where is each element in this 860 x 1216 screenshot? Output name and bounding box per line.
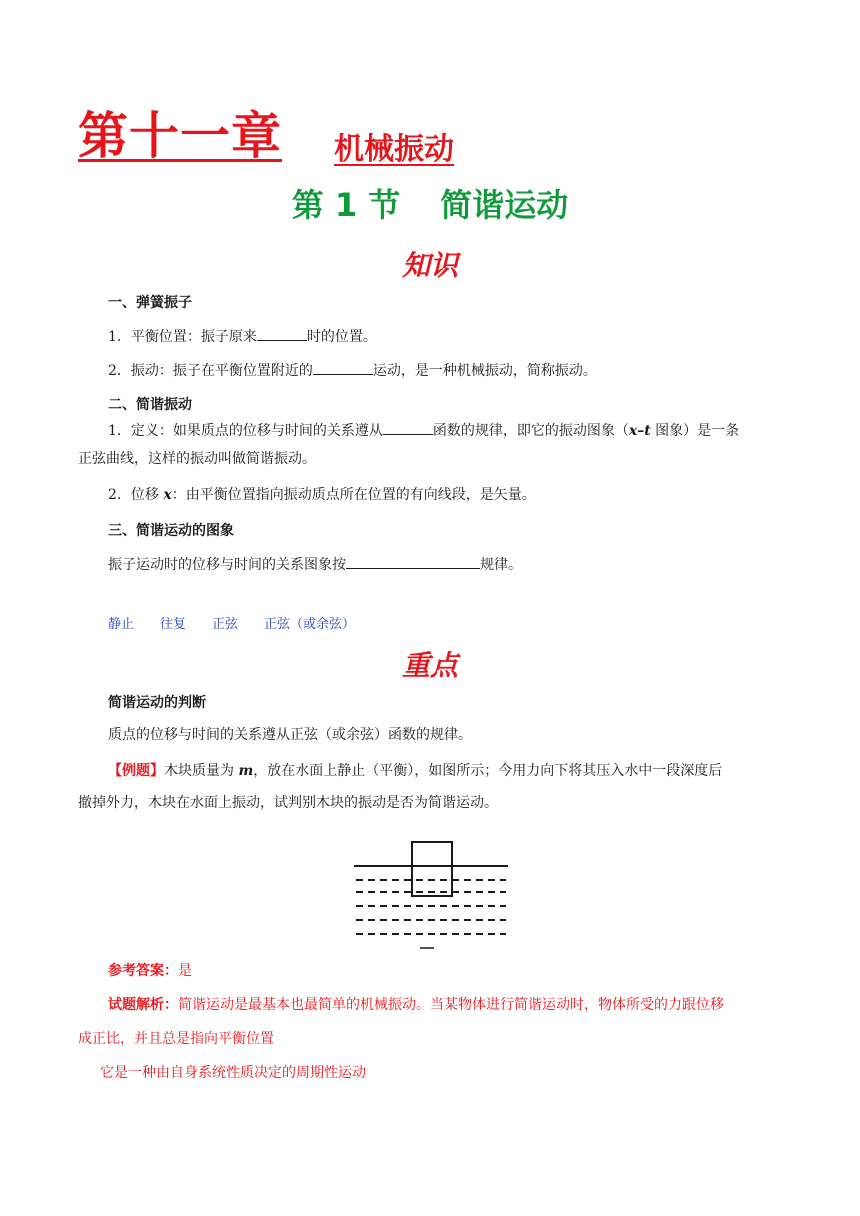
- answer-key: [108, 613, 381, 632]
- answer-2: 往复: [160, 617, 187, 632]
- analysis-line2: 成正比，并且总是指向平衡位置: [78, 1031, 274, 1047]
- example-tag: 【例题】: [108, 763, 164, 779]
- chapter-name: 机械振动: [334, 132, 454, 167]
- k1-item1-text-a: 1．平衡位置：振子原来: [108, 329, 257, 345]
- k2-item1-line2: 正弦曲线，这样的振动叫做简谐振动。: [78, 451, 316, 467]
- k2-item1-text-b: 函数的规律，即它的振动图象（: [432, 423, 629, 439]
- k1-item1: [108, 326, 377, 346]
- k2-item1-text-c: 图象）是一条: [650, 423, 740, 439]
- wood-block: [412, 842, 452, 896]
- chapter-heading: [78, 108, 454, 168]
- k1-item2-text-a: 2．振动：振子在平衡位置附近的: [108, 363, 313, 379]
- answer-4: 正弦（或余弦）: [264, 617, 356, 632]
- blank-4: [346, 554, 480, 569]
- section-title: [0, 180, 860, 226]
- k2-item1-text-a: 1．定义：如果质点的位移与时间的关系遵从: [108, 423, 383, 439]
- k2-item2-text-b: ：由平衡位置指向振动质点所在位置的有向线段，是矢量。: [171, 487, 536, 503]
- knowledge-banner: 知识: [401, 249, 458, 282]
- section-name: 简谐运动: [440, 186, 569, 224]
- answer-label: 参考答案：: [108, 963, 178, 979]
- k1-item2: [108, 360, 597, 380]
- reference-answer: [108, 962, 192, 980]
- analysis-line1: [108, 996, 724, 1014]
- blank-2: [313, 360, 373, 375]
- k2-item2-text-a: 2．位移: [108, 487, 164, 503]
- answer-3: 正弦: [212, 617, 239, 632]
- example-text-a: 木块质量为: [164, 763, 239, 779]
- k2-item1: [108, 420, 739, 440]
- answer-1: 静止: [108, 617, 135, 632]
- heading-simple-harmonic: 二、简谐振动: [108, 397, 192, 413]
- k1-item1-text-b: 时的位置。: [306, 329, 377, 345]
- k3-item: [108, 554, 522, 574]
- analysis-text-1: 简谐运动是最基本也最简单的机械振动。当某物体进行简谐运动时，物体所受的力跟位移: [178, 997, 724, 1013]
- example-line1: [108, 762, 722, 780]
- var-m: m: [238, 763, 254, 779]
- var-x-t: x–t: [628, 423, 651, 439]
- k3-item-text-a: 振子运动时的位移与时间的关系图象按: [108, 557, 346, 573]
- blank-1: [257, 326, 307, 341]
- k2-item2: [108, 486, 536, 504]
- blank-3: [383, 420, 433, 435]
- example-line2: 撤掉外力，木块在水面上振动，试判别木块的振动是否为简谐运动。: [78, 795, 498, 811]
- analysis-label: 试题解析：: [108, 997, 178, 1013]
- key-heading: 简谐运动的判断: [108, 695, 206, 711]
- example-text-b: ，放在水面上静止（平衡），如图所示；今用力向下将其压入水中一段深度后: [253, 763, 723, 779]
- key-banner: 重点: [401, 649, 458, 682]
- k1-item2-text-b: 运动，是一种机械振动，简称振动。: [372, 363, 597, 379]
- analysis-line3: 它是一种由自身系统性质决定的周期性运动: [100, 1065, 366, 1081]
- floating-block-figure: [354, 840, 510, 952]
- heading-graph: 三、简谐运动的图象: [108, 523, 234, 539]
- chapter-number: 第十一章: [78, 107, 282, 165]
- k3-item-text-b: 规律。: [480, 557, 522, 573]
- section-label: 第 1 节: [291, 186, 401, 224]
- heading-spring-oscillator: 一、弹簧振子: [108, 295, 192, 311]
- answer-value: 是: [178, 963, 192, 979]
- var-x: x: [163, 487, 172, 503]
- key-text: 质点的位移与时间的关系遵从正弦（或余弦）函数的规律。: [108, 727, 472, 743]
